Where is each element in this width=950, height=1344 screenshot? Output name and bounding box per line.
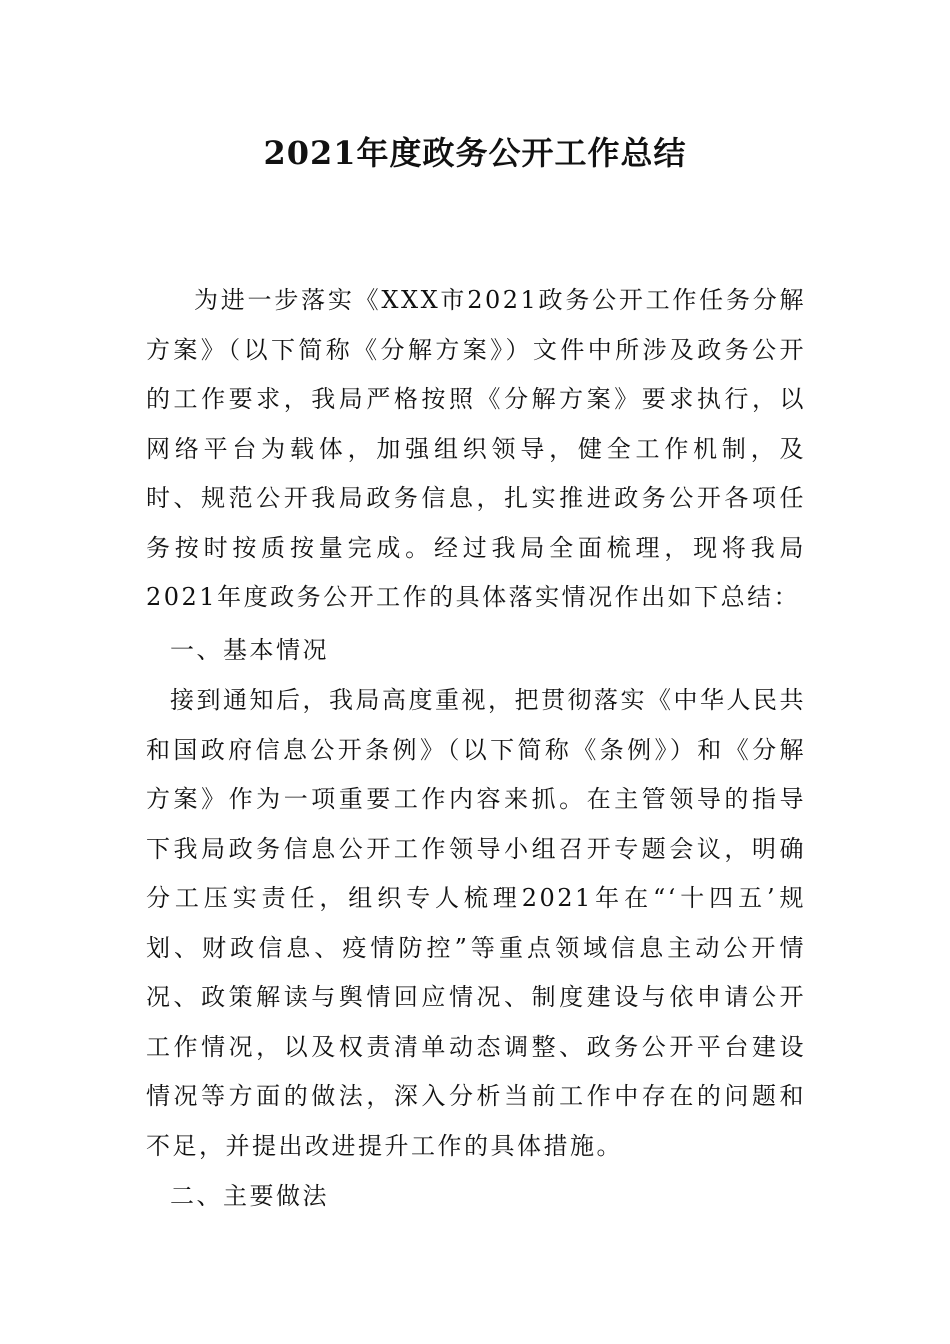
basic-situation-paragraph: 接到通知后，我局高度重视，把贯彻落实《中华人民共和国政府信息公开条例》（以下简称《条例》）和《分解方案》作为一项重要工作内容来抓。在主管领导的指导下我局政务信息公开工作领导小组召开专题会议，明确分工压实责任，组织专人梳理2021年在“‘十四五’规划、财政信息、疫情防控”等重点领域信息主动公开情况、政策解读与舆情回应情况、制度建设与依申请公开工作情况，以及权责清单动态调整、政务公开平台建设情况等方面的做法，深入分析当前工作中存在的问题和不足，并提出改进提升工作的具体措施。 xyxy=(146,686,806,1160)
intro-paragraph: 为进一步落实《XXX市2021政务公开工作任务分解方案》（以下简称《分解方案》）文件中所涉及政务公开的工作要求，我局严格按照《分解方案》要求执行，以网络平台为载体，加强组织领导，健全工作机制，及时、规范公开我局政务信息，扎实推进政务公开各项任务按时按质按量完成。经过我局全面梳理，现将我局2021年度政务公开工作的具体落实情况作出如下总结： xyxy=(146,286,806,611)
section-heading-basic-situation: 一、基本情况 xyxy=(170,636,329,664)
document-title: 2021年度政务公开工作总结 xyxy=(263,134,687,172)
section-heading-main-practices: 二、主要做法 xyxy=(170,1182,329,1210)
